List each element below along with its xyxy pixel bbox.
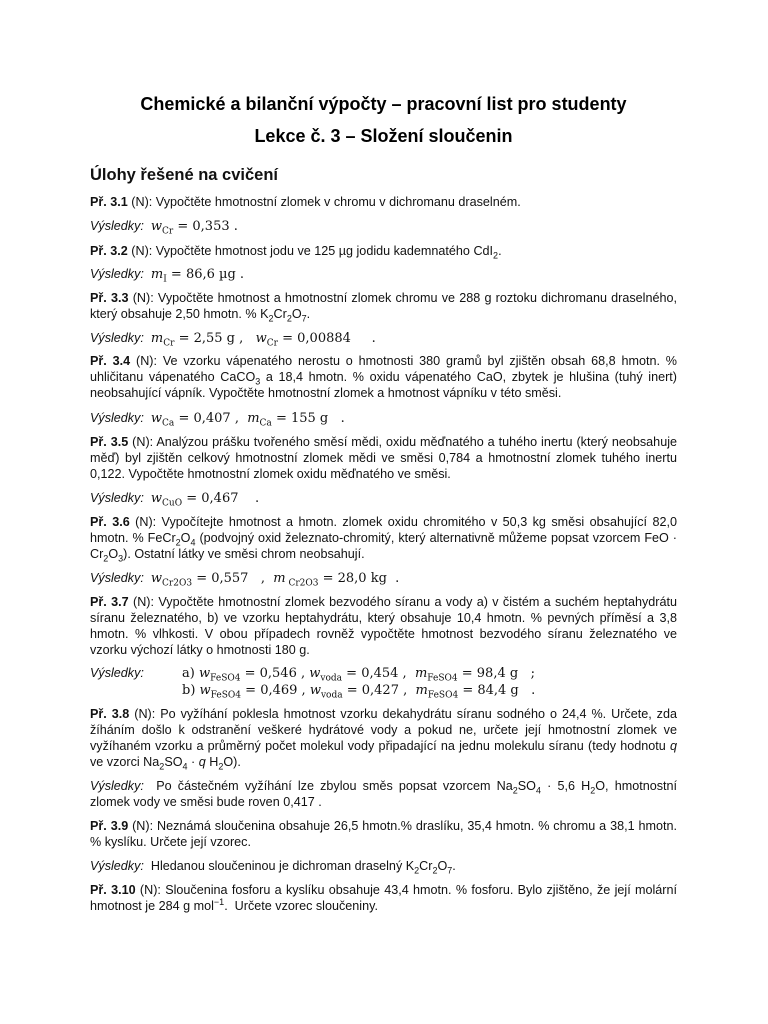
problem-3-2: Př. 3.2 (N): Vypočtěte hmotnost jodu ve 125 µg jodidu kademnatého CdI$_2$. xyxy=(90,244,502,261)
problem-3-6: Př. 3.6 (N): Vypočítejte hmotnost a hmotn. zlomek oxidu chromitého v 50,3 kg směsi obsahující 82,0 hmotn. % $FeCr_2O_4$ (podvojný oxid železnato-chromitý, který alternativně můžeme popsat vzorcem FeO · $Cr_2O_3$). Ostatní látky ve směsi chrom neobsahují. xyxy=(90,515,677,564)
lesson-title: Lekce č. 3 – Složení sloučenin xyxy=(254,126,513,146)
problem-3-10: Př. 3.10 (N): Sloučenina fosforu a kyslíku obsahuje 43,4 hmotn. % fosforu. Bylo zjištěno, že její molární hmotnost je 284 g mol$^{-1}$. Určete vzorec sloučeniny. xyxy=(90,883,677,913)
result-3-5: Výsledky: $w_{CuO} = 0,467$ . xyxy=(90,491,260,509)
problem-3-1: Př. 3.1 (N): Vypočtěte hmotnostní zlomek v chromu v dichromanu draselném. xyxy=(90,195,521,209)
result-3-7: Výsledky: a) $w_{FeSO4} = 0,546$ , $w_{voda} = 0,454$ , $m_{FeSO4} = 98,4$ g ; b) $w_{FeSO4} = 0,469$ , $w_{voda} = 0,427$ , $m_{FeSO4} = 84,4$ g . xyxy=(90,666,536,701)
problem-3-7: Př. 3.7 (N): Vypočtěte hmotnostní zlomek bezvodého síranu a vody a) v čistém a suchém heptahydrátu síranu železnatého, b) ve vzorku heptahydrátu, který obsahuje 10,4 hmotn. % pevných příměsí a 3,8 hmotn. % vlhkosti. V obou případech rovněž vypočtěte hmotnost bezvodého síranu železnatého ve vzorku výchozí látky o hmotnosti 180 g. xyxy=(90,595,677,657)
result-3-4: Výsledky: $w_{Ca} = 0,407$ , $m_{Ca} = 155$ g . xyxy=(90,411,345,429)
problem-3-3: Př. 3.3 (N): Vypočtěte hmotnost a hmotnostní zlomek chromu ve 288 g roztoku dichromanu draselného, který obsahuje 2,50 hmotn. % $K_2Cr_2O_7$. xyxy=(90,291,677,324)
result-3-6: Výsledky: $w_{Cr2O3} = 0,557$ , m $_{Cr2O3}$ = 28,0 kg . xyxy=(90,571,400,589)
result-3-8: Výsledky: Po částečném vyžíhání lze zbylou směs popsat vzorcem $Na_2SO_4 \cdot 5,6$ $H_2O$, hmotnostní zlomek vody ve směsi bude roven 0,417 . xyxy=(90,779,678,809)
problem-3-9: Př. 3.9 (N): Neznámá sloučenina obsahuje 26,5 hmotn.% draslíku, 35,4 hmotn. % chromu a 38,1 hmotn. % kyslíku. Určete její vzorec. xyxy=(90,819,677,849)
problem-3-5: Př. 3.5 (N): Analýzou prášku tvořeného směsí mědi, oxidu měďnatého a tuhého inertu (který neobsahuje měď) byl zjištěn celkový hmotnostní zlomek mědi ve směsi 0,784 a hmotnostní zlomek tuhého inertu 0,122. Vypočtěte hmotnostní zlomek oxidu měďnatého ve směsi. xyxy=(90,435,677,481)
result-3-7-b: b) $w_{FeSO4} = 0,469$ , $w_{voda} = 0,427$ , $m_{FeSO4} = 84,4$ g . xyxy=(182,683,536,701)
problem-3-8: Př. 3.8 (N): Po vyžíhání poklesla hmotnost vzorku dekahydrátu síranu sodného o 24,4 %. Určete, zda žíháním došlo k odstranění veškeré hydrátové vody a pokud ne, určete její hmotnostní zlomek ve vyžíhaném vzorku a průměrný počet molekul vody připadající na jednu molekulu síranu (tedy hodnotu q ve vzorci $Na_2SO_4 \cdot q$ $H_2O$). xyxy=(90,707,677,772)
document-title: Chemické a bilanční výpočty – pracovní list pro studenty xyxy=(140,94,627,114)
result-3-1: Výsledky: $w_{Cr} = 0,353$ . xyxy=(90,219,238,237)
result-3-2: Výsledky: $m_I = 86,6$ µg . xyxy=(90,267,245,285)
result-3-9: Výsledky: Hledanou sloučeninou je dichroman draselný $K_2Cr_2O_7$. xyxy=(90,859,456,876)
result-3-7-a: a) $w_{FeSO4} = 0,546$ , $w_{voda} = 0,454$ , $m_{FeSO4} = 98,4$ g ; xyxy=(182,666,535,684)
section-heading: Úlohy řešené na cvičení xyxy=(90,166,279,184)
problem-3-4: Př. 3.4 (N): Ve vzorku vápenatého nerostu o hmotnosti 380 gramů byl zjištěn obsah 68,8 hmotn. % uhličitanu vápenatého CaCO$_3$ a 18,4 hmotn. % oxidu vápenatého CaO, zbytek je hlušina (tuhý inert) neobsahující vápník. Vypočtěte hmotnostní zlomek a hmotnost vápníku v této směsi. xyxy=(90,354,677,400)
result-3-3: Výsledky: $m_{Cr} = 2,55$ g , $w_{Cr} = 0,00884$ . xyxy=(90,331,376,349)
